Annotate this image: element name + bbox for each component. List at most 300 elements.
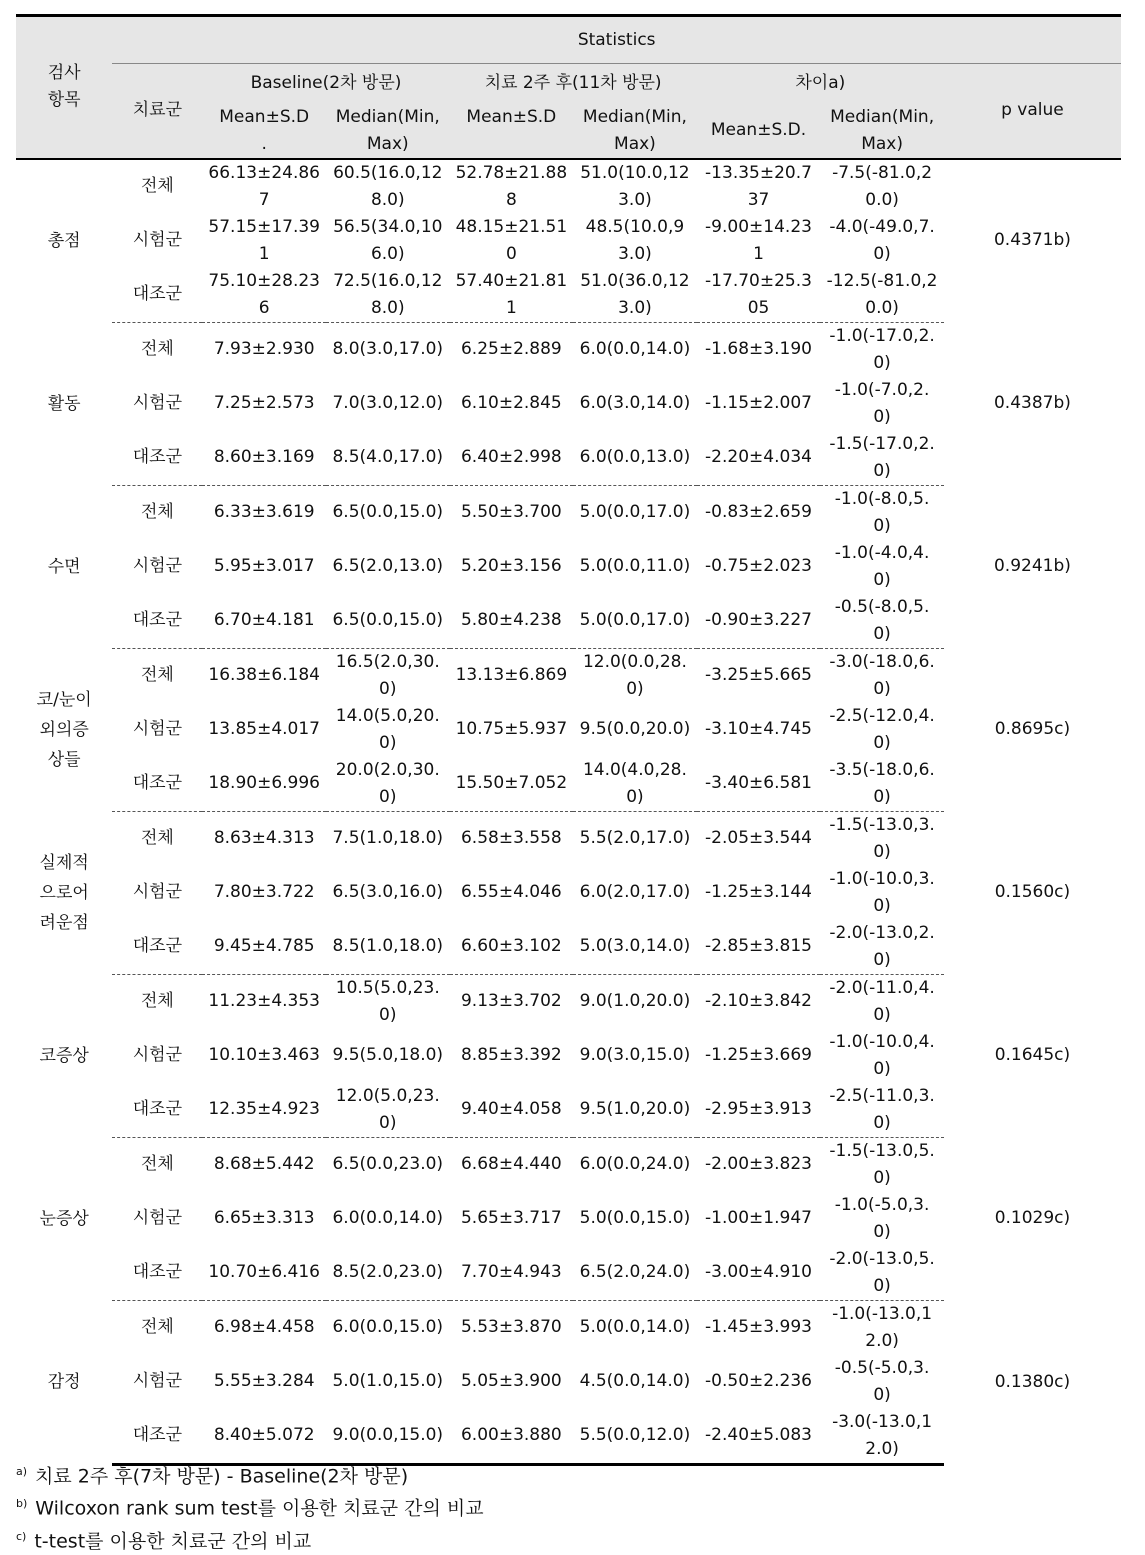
cell-group: 시험군	[132, 1208, 183, 1228]
week2-median-value: 5.5(2.0,17.0)	[579, 828, 691, 848]
diff-mean-value: -2.00±3.823	[705, 1154, 812, 1174]
cell-baseline-mean	[202, 920, 326, 975]
cell-diff-mean	[697, 594, 821, 649]
cell-week2-mean	[450, 1029, 574, 1083]
week2-median-value: 5.0(3.0,14.0)	[579, 936, 691, 956]
diff-median-value: -2.5(-12.0,4.0)	[829, 705, 935, 753]
cell-diff-mean	[697, 1137, 821, 1192]
baseline-mean-value: 5.55±3.284	[213, 1371, 315, 1391]
week2-median-value: 14.0(4.0,28.0)	[582, 759, 687, 807]
cell-diff-mean	[697, 214, 821, 268]
week2-median-value: 9.5(1.0,20.0)	[579, 1099, 691, 1119]
week2-median-value: 6.0(3.0,14.0)	[579, 393, 691, 413]
cell-week2-mean	[450, 920, 574, 975]
cell-week2-median	[573, 540, 697, 594]
week2-median-value: 6.0(0.0,24.0)	[579, 1154, 691, 1174]
diff-mean-value: -13.35±20.737	[705, 162, 812, 210]
cell-baseline-mean	[202, 594, 326, 649]
baseline-mean-value: 10.10±3.463	[208, 1045, 320, 1065]
week2-median-value: 6.0(0.0,14.0)	[579, 339, 691, 359]
baseline-median-value: 14.0(5.0,20.0)	[335, 705, 440, 753]
cell-group: 전체	[140, 991, 174, 1011]
cell-week2-median	[573, 1083, 697, 1138]
cell-diff-median	[820, 811, 944, 866]
week2-mean-value: 5.53±3.870	[460, 1317, 562, 1337]
baseline-mean-value: 11.23±4.353	[208, 991, 320, 1011]
cell-week2-mean	[450, 648, 574, 703]
cell-week2-median	[573, 1300, 697, 1355]
week2-mean-value: 5.65±3.717	[460, 1208, 562, 1228]
week2-mean-value: 6.25±2.889	[460, 339, 562, 359]
baseline-mean-value: 7.25±2.573	[213, 393, 315, 413]
week2-mean-value: 8.85±3.392	[460, 1045, 562, 1065]
cell-baseline-mean	[202, 214, 326, 268]
cell-baseline-median	[326, 703, 450, 757]
baseline-mean-value: 7.80±3.722	[213, 882, 315, 902]
table-row	[16, 485, 1121, 540]
baseline-median-value: 60.5(16.0,128.0)	[333, 162, 443, 210]
diff-mean-value: -1.00±1.947	[705, 1208, 812, 1228]
cell-pvalue: 0.1645c)	[994, 1045, 1071, 1065]
baseline-median-value: 6.5(0.0,15.0)	[332, 610, 444, 630]
baseline-mean-value: 6.33±3.619	[213, 502, 315, 522]
week2-median-value: 12.0(0.0,28.0)	[582, 651, 687, 699]
cell-baseline-median	[326, 159, 450, 214]
cell-week2-mean	[450, 811, 574, 866]
cell-week2-mean	[450, 159, 574, 214]
baseline-mean-value: 10.70±6.416	[208, 1262, 320, 1282]
cell-group: 전체	[140, 339, 174, 359]
cell-baseline-median	[326, 214, 450, 268]
header-baseline-mean: Mean±S.D .	[202, 104, 326, 159]
week2-median-value: 5.0(0.0,14.0)	[579, 1317, 691, 1337]
cell-diff-mean	[697, 159, 821, 214]
week2-median-value: 9.5(0.0,20.0)	[579, 719, 691, 739]
diff-median-value: -3.5(-18.0,6.0)	[829, 759, 935, 807]
cell-diff-median	[820, 648, 944, 703]
table-row	[16, 811, 1121, 866]
week2-mean-value: 52.78±21.888	[455, 162, 568, 210]
cell-baseline-mean	[202, 974, 326, 1029]
cell-group: 전체	[140, 665, 174, 685]
diff-mean-value: -1.25±3.669	[705, 1045, 812, 1065]
cell-diff-median	[820, 703, 944, 757]
diff-median-value: -1.0(-8.0,5.0)	[834, 488, 930, 536]
cell-diff-mean	[697, 866, 821, 920]
baseline-mean-value: 8.40±5.072	[213, 1425, 315, 1445]
cell-baseline-median	[326, 594, 450, 649]
cell-baseline-median	[326, 1300, 450, 1355]
week2-median-value: 51.0(10.0,123.0)	[580, 162, 690, 210]
cell-week2-mean	[450, 268, 574, 323]
table-row	[16, 159, 1121, 214]
baseline-median-value: 6.5(0.0,23.0)	[332, 1154, 444, 1174]
cell-item: 코/눈이 외의증 상들	[36, 689, 92, 770]
cell-pvalue: 0.1380c)	[994, 1371, 1071, 1392]
diff-mean-value: -9.00±14.231	[705, 216, 812, 264]
cell-baseline-median	[326, 757, 450, 812]
diff-median-value: -1.0(-7.0,2.0)	[834, 379, 930, 427]
cell-diff-mean	[697, 1300, 821, 1355]
week2-mean-value: 6.68±4.440	[460, 1154, 562, 1174]
baseline-median-value: 5.0(1.0,15.0)	[332, 1371, 444, 1391]
week2-median-value: 5.0(0.0,15.0)	[579, 1208, 691, 1228]
header-baseline: Baseline(2차 방문)	[202, 64, 449, 104]
cell-baseline-mean	[202, 322, 326, 377]
cell-baseline-mean	[202, 1409, 326, 1465]
diff-mean-value: -1.15±2.007	[705, 393, 812, 413]
cell-diff-mean	[697, 322, 821, 377]
header-pvalue: p value	[944, 64, 1121, 159]
footnote-text: Wilcoxon rank sum test를 이용한 치료군 간의 비교	[35, 1497, 484, 1520]
diff-median-value: -2.0(-13.0,5.0)	[829, 1248, 935, 1296]
diff-median-value: -4.0(-49.0,7.0)	[829, 216, 935, 264]
table-row	[16, 1137, 1121, 1192]
week2-median-value: 6.0(2.0,17.0)	[579, 882, 691, 902]
week2-median-value: 5.0(0.0,11.0)	[579, 556, 691, 576]
week2-median-value: 4.5(0.0,14.0)	[579, 1371, 691, 1391]
cell-pvalue: 0.4371b)	[993, 230, 1071, 251]
cell-group: 대조군	[112, 268, 202, 323]
cell-diff-mean	[697, 811, 821, 866]
header-item: 검사 항목	[16, 16, 112, 159]
cell-baseline-mean	[202, 648, 326, 703]
cell-baseline-median	[326, 1083, 450, 1138]
cell-item: 총점	[47, 230, 81, 251]
cell-baseline-mean	[202, 1137, 326, 1192]
results-table-container	[16, 14, 1121, 1466]
cell-baseline-median	[326, 540, 450, 594]
cell-diff-mean	[697, 974, 821, 1029]
diff-mean-value: -0.90±3.227	[705, 610, 812, 630]
cell-week2-mean	[450, 866, 574, 920]
cell-baseline-mean	[202, 1192, 326, 1246]
cell-group: 전체	[140, 176, 174, 196]
cell-diff-mean	[697, 1029, 821, 1083]
cell-week2-mean	[450, 431, 574, 486]
diff-median-value: -2.0(-11.0,4.0)	[829, 977, 935, 1025]
baseline-mean-value: 18.90±6.996	[208, 773, 320, 793]
cell-week2-median	[573, 322, 697, 377]
baseline-median-value: 9.0(0.0,15.0)	[332, 1425, 444, 1445]
cell-diff-median	[820, 377, 944, 431]
baseline-median-value: 7.0(3.0,12.0)	[332, 393, 444, 413]
baseline-mean-value: 9.45±4.785	[213, 936, 315, 956]
cell-week2-median	[573, 811, 697, 866]
cell-diff-median	[820, 431, 944, 486]
cell-group: 전체	[140, 828, 174, 848]
cell-week2-median	[573, 1246, 697, 1301]
diff-median-value: -1.5(-13.0,3.0)	[829, 814, 935, 862]
cell-diff-mean	[697, 1355, 821, 1409]
cell-baseline-mean	[202, 1029, 326, 1083]
baseline-median-value: 8.0(3.0,17.0)	[332, 339, 444, 359]
cell-diff-median	[820, 268, 944, 323]
diff-median-value: -7.5(-81.0,20.0)	[832, 162, 933, 210]
diff-mean-value: -1.25±3.144	[705, 882, 812, 902]
diff-mean-value: -2.85±3.815	[705, 936, 812, 956]
cell-baseline-median	[326, 866, 450, 920]
cell-week2-median	[573, 703, 697, 757]
footnote-mark: c)	[16, 1529, 27, 1543]
cell-baseline-mean	[202, 268, 326, 323]
cell-baseline-mean	[202, 1300, 326, 1355]
diff-median-value: -2.0(-13.0,2.0)	[829, 922, 935, 970]
cell-week2-median	[573, 974, 697, 1029]
diff-median-value: -1.0(-4.0,4.0)	[834, 542, 930, 590]
cell-group: 대조군	[112, 1083, 202, 1138]
week2-mean-value: 6.55±4.046	[460, 882, 562, 902]
cell-baseline-mean	[202, 757, 326, 812]
week2-median-value: 5.5(0.0,12.0)	[579, 1425, 691, 1445]
cell-diff-median	[820, 322, 944, 377]
cell-week2-mean	[450, 322, 574, 377]
cell-group: 대조군	[112, 1409, 202, 1465]
cell-week2-median	[573, 1409, 697, 1465]
cell-baseline-median	[326, 1409, 450, 1465]
cell-diff-mean	[697, 1409, 821, 1465]
diff-mean-value: -3.00±4.910	[705, 1262, 812, 1282]
baseline-mean-value: 8.63±4.313	[213, 828, 315, 848]
header-statistics: Statistics	[112, 16, 1121, 64]
cell-baseline-mean	[202, 159, 326, 214]
cell-group: 대조군	[112, 431, 202, 486]
cell-diff-mean	[697, 485, 821, 540]
cell-week2-mean	[450, 1137, 574, 1192]
cell-diff-mean	[697, 268, 821, 323]
header-week2-median: Median(Min, Max)	[573, 104, 697, 159]
cell-diff-median	[820, 594, 944, 649]
diff-mean-value: -1.45±3.993	[705, 1317, 812, 1337]
cell-baseline-mean	[202, 1246, 326, 1301]
diff-mean-value: -3.40±6.581	[705, 773, 812, 793]
cell-group: 시험군	[132, 719, 183, 739]
header-diff-median: Median(Min, Max)	[820, 104, 944, 159]
cell-week2-median	[573, 648, 697, 703]
cell-week2-mean	[450, 594, 574, 649]
baseline-mean-value: 6.70±4.181	[213, 610, 315, 630]
cell-baseline-median	[326, 648, 450, 703]
baseline-mean-value: 8.68±5.442	[213, 1154, 315, 1174]
diff-median-value: -1.5(-13.0,5.0)	[829, 1140, 935, 1188]
diff-mean-value: -2.05±3.544	[705, 828, 812, 848]
diff-mean-value: -1.68±3.190	[705, 339, 812, 359]
cell-baseline-mean	[202, 485, 326, 540]
table-header	[16, 16, 1121, 159]
cell-group: 전체	[140, 502, 174, 522]
cell-item: 수면	[47, 556, 81, 577]
table-row	[16, 974, 1121, 1029]
diff-median-value: -1.5(-17.0,2.0)	[829, 433, 935, 481]
cell-week2-mean	[450, 974, 574, 1029]
week2-mean-value: 6.00±3.880	[460, 1425, 562, 1445]
cell-week2-mean	[450, 1300, 574, 1355]
cell-baseline-median	[326, 1029, 450, 1083]
week2-mean-value: 5.20±3.156	[460, 556, 562, 576]
table-body	[16, 159, 1121, 1465]
cell-baseline-median	[326, 974, 450, 1029]
cell-week2-mean	[450, 540, 574, 594]
diff-median-value: -0.5(-8.0,5.0)	[834, 596, 930, 644]
diff-mean-value: -2.20±4.034	[705, 447, 812, 467]
cell-diff-median	[820, 1246, 944, 1301]
baseline-median-value: 6.5(0.0,15.0)	[332, 502, 444, 522]
cell-group: 시험군	[132, 556, 183, 576]
footnote	[16, 1523, 484, 1555]
cell-baseline-median	[326, 1192, 450, 1246]
week2-median-value: 51.0(36.0,123.0)	[580, 270, 690, 318]
diff-mean-value: -2.95±3.913	[705, 1099, 812, 1119]
baseline-mean-value: 75.10±28.236	[208, 270, 320, 318]
cell-week2-mean	[450, 1083, 574, 1138]
cell-diff-median	[820, 1029, 944, 1083]
cell-group: 시험군	[132, 393, 183, 413]
baseline-median-value: 6.0(0.0,14.0)	[332, 1208, 444, 1228]
baseline-median-value: 6.5(2.0,13.0)	[332, 556, 444, 576]
diff-mean-value: -17.70±25.305	[705, 270, 812, 318]
cell-baseline-mean	[202, 811, 326, 866]
cell-baseline-mean	[202, 1083, 326, 1138]
diff-median-value: -1.0(-17.0,2.0)	[829, 325, 935, 373]
cell-baseline-mean	[202, 1355, 326, 1409]
cell-baseline-mean	[202, 703, 326, 757]
week2-mean-value: 15.50±7.052	[455, 773, 568, 793]
week2-median-value: 5.0(0.0,17.0)	[579, 502, 691, 522]
cell-diff-median	[820, 1300, 944, 1355]
week2-median-value: 9.0(1.0,20.0)	[579, 991, 691, 1011]
diff-mean-value: -0.83±2.659	[705, 502, 812, 522]
diff-median-value: -3.0(-18.0,6.0)	[829, 651, 935, 699]
cell-diff-median	[820, 1192, 944, 1246]
week2-median-value: 6.0(0.0,13.0)	[579, 447, 691, 467]
cell-baseline-median	[326, 1355, 450, 1409]
cell-pvalue: 0.8695c)	[994, 719, 1071, 739]
cell-diff-median	[820, 159, 944, 214]
cell-week2-median	[573, 268, 697, 323]
cell-group: 대조군	[112, 1246, 202, 1301]
footnote	[16, 1458, 484, 1490]
diff-median-value: -1.0(-10.0,3.0)	[829, 868, 935, 916]
cell-week2-mean	[450, 377, 574, 431]
baseline-median-value: 20.0(2.0,30.0)	[335, 759, 440, 807]
baseline-mean-value: 57.15±17.391	[208, 216, 320, 264]
results-table	[16, 14, 1121, 1466]
header-week2-mean: Mean±S.D	[450, 104, 574, 159]
diff-mean-value: -2.40±5.083	[705, 1425, 812, 1445]
diff-mean-value: -3.10±4.745	[705, 719, 812, 739]
week2-mean-value: 6.40±2.998	[460, 447, 562, 467]
footnote-mark: b)	[16, 1497, 28, 1511]
baseline-mean-value: 8.60±3.169	[213, 447, 315, 467]
table-row	[16, 322, 1121, 377]
cell-baseline-median	[326, 322, 450, 377]
footnote	[16, 1490, 484, 1522]
cell-diff-median	[820, 1137, 944, 1192]
cell-baseline-median	[326, 268, 450, 323]
cell-group: 시험군	[132, 1045, 183, 1065]
baseline-median-value: 8.5(4.0,17.0)	[332, 447, 444, 467]
cell-group: 전체	[140, 1154, 174, 1174]
footnote-text: t-test를 이용한 치료군 간의 비교	[34, 1529, 312, 1552]
baseline-mean-value: 12.35±4.923	[208, 1099, 320, 1119]
week2-mean-value: 5.05±3.900	[460, 1371, 562, 1391]
cell-week2-median	[573, 866, 697, 920]
week2-mean-value: 5.80±4.238	[460, 610, 562, 630]
cell-diff-median	[820, 540, 944, 594]
cell-pvalue: 0.1560c)	[994, 882, 1071, 902]
cell-item: 감정	[47, 1372, 81, 1392]
header-baseline-median: Median(Min, Max)	[326, 104, 450, 159]
diff-median-value: -1.0(-10.0,4.0)	[829, 1031, 935, 1079]
cell-diff-median	[820, 1409, 944, 1465]
cell-group: 시험군	[132, 1371, 183, 1391]
table-row	[16, 648, 1121, 703]
week2-median-value: 9.0(3.0,15.0)	[579, 1045, 691, 1065]
diff-mean-value: -0.50±2.236	[705, 1371, 812, 1391]
diff-median-value: -0.5(-5.0,3.0)	[834, 1357, 930, 1405]
cell-group: 대조군	[112, 594, 202, 649]
diff-median-value: -12.5(-81.0,20.0)	[826, 270, 938, 318]
cell-week2-mean	[450, 757, 574, 812]
cell-baseline-median	[326, 920, 450, 975]
cell-diff-mean	[697, 920, 821, 975]
week2-mean-value: 9.13±3.702	[460, 991, 562, 1011]
cell-group: 대조군	[112, 757, 202, 812]
cell-group: 시험군	[132, 882, 183, 902]
cell-week2-median	[573, 1355, 697, 1409]
cell-pvalue: 0.9241b)	[993, 556, 1071, 576]
cell-diff-mean	[697, 1192, 821, 1246]
baseline-median-value: 12.0(5.0,23.0)	[335, 1085, 440, 1133]
cell-week2-mean	[450, 1246, 574, 1301]
cell-diff-median	[820, 920, 944, 975]
baseline-median-value: 9.5(5.0,18.0)	[332, 1045, 444, 1065]
header-group: 치료군	[112, 64, 202, 159]
header-week2: 치료 2주 후(11차 방문)	[450, 64, 697, 104]
cell-baseline-median	[326, 811, 450, 866]
cell-week2-median	[573, 214, 697, 268]
week2-median-value: 5.0(0.0,17.0)	[579, 610, 691, 630]
week2-mean-value: 48.15±21.510	[455, 216, 568, 264]
cell-baseline-mean	[202, 540, 326, 594]
baseline-median-value: 7.5(1.0,18.0)	[332, 828, 444, 848]
cell-diff-median	[820, 757, 944, 812]
baseline-median-value: 10.5(5.0,23.0)	[335, 977, 440, 1025]
baseline-median-value: 8.5(1.0,18.0)	[332, 936, 444, 956]
week2-mean-value: 7.70±4.943	[460, 1262, 562, 1282]
cell-group: 시험군	[132, 230, 183, 250]
baseline-mean-value: 13.85±4.017	[208, 719, 320, 739]
footnote-text: 치료 2주 후(7차 방문) - Baseline(2차 방문)	[35, 1465, 409, 1488]
week2-median-value: 48.5(10.0,93.0)	[585, 216, 685, 264]
cell-diff-mean	[697, 431, 821, 486]
cell-item: 코증상	[39, 1045, 89, 1066]
cell-diff-median	[820, 485, 944, 540]
cell-item: 활동	[47, 393, 81, 414]
diff-median-value: -3.0(-13.0,12.0)	[832, 1411, 933, 1459]
cell-diff-mean	[697, 377, 821, 431]
diff-median-value: -1.0(-13.0,12.0)	[832, 1303, 933, 1351]
table-row	[16, 1300, 1121, 1355]
header-diff: 차이a)	[697, 64, 944, 104]
cell-group: 전체	[140, 1317, 174, 1337]
baseline-median-value: 6.0(0.0,15.0)	[332, 1317, 444, 1337]
baseline-median-value: 56.5(34.0,106.0)	[333, 216, 443, 264]
footnote-mark: a)	[16, 1465, 28, 1478]
footnotes	[16, 1458, 484, 1555]
cell-diff-mean	[697, 648, 821, 703]
diff-median-value: -1.0(-5.0,3.0)	[834, 1194, 930, 1242]
